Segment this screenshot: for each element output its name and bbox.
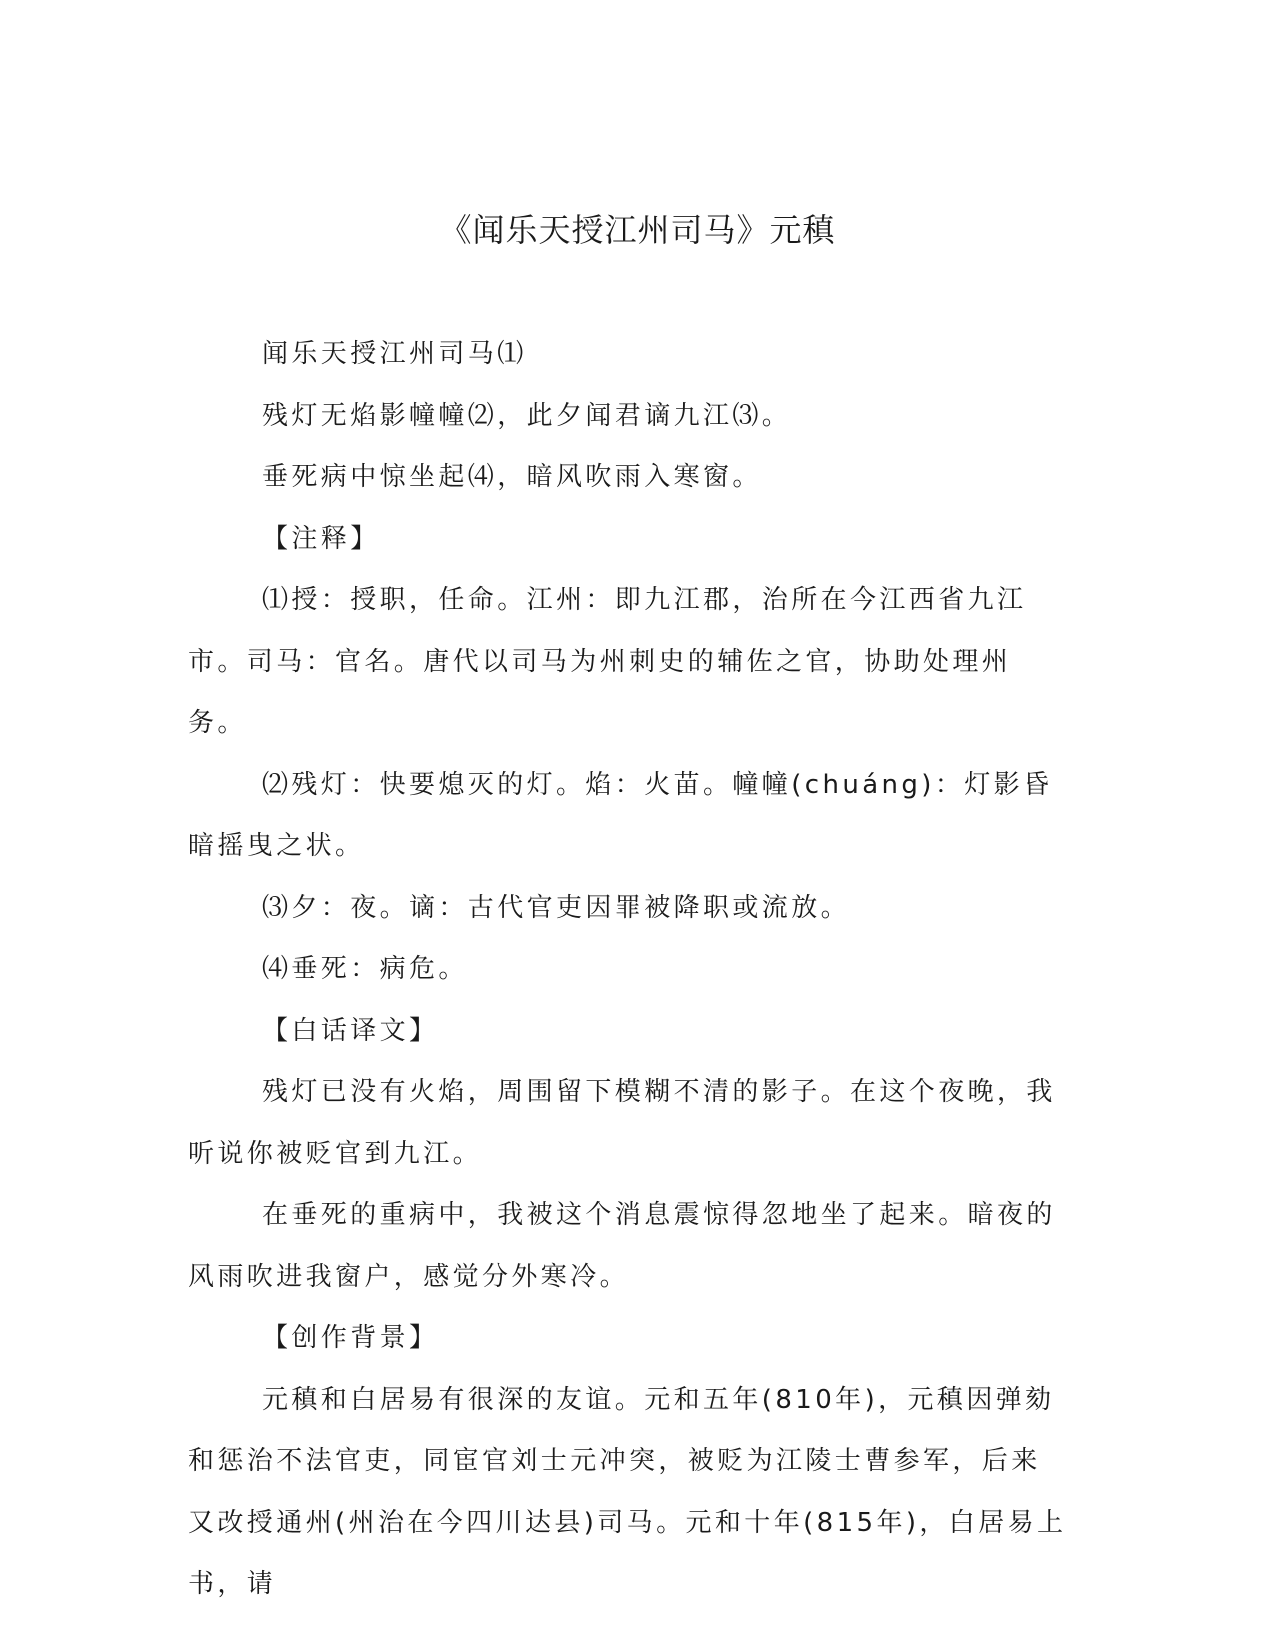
note-3: ⑶夕：夜。谪：古代官吏因罪被降职或流放。: [262, 892, 851, 923]
section-heading-translation: 【白话译文】: [262, 1015, 439, 1046]
translation-paragraph-2: 在垂死的重病中，我被这个消息震惊得忽地坐了起来。暗夜的风雨吹进我窗户，感觉分外寒冷。: [188, 1200, 1056, 1292]
note-2: ⑵残灯：快要熄灭的灯。焰：火苗。幢幢(chuáng)：灯影昏暗摇曳之状。: [188, 769, 1053, 861]
section-heading-background: 【创作背景】: [262, 1323, 439, 1353]
poem-title: 闻乐天授江州司马⑴: [262, 339, 527, 369]
poem-line-1: 残灯无焰影幢幢⑵，此夕闻君谪九江⑶。: [262, 400, 792, 431]
translation-paragraph-1: 残灯已没有火焰，周围留下模糊不清的影子。在这个夜晚，我听说你被贬官到九江。: [188, 1077, 1056, 1169]
document-body: [188, 324, 1068, 1616]
poem-line-2: 垂死病中惊坐起⑷，暗风吹雨入寒窗。: [262, 462, 762, 492]
document-title: 《闻乐天授江州司马》元稹: [439, 211, 836, 249]
note-4: ⑷垂死：病危。: [262, 954, 468, 984]
note-1: ⑴授：授职，任命。江州：即九江郡，治所在今江西省九江市。司马：官名。唐代以司马为州刺史的辅佐之官，协助处理州务。: [188, 585, 1027, 738]
background-paragraph-1: 元稹和白居易有很深的友谊。元和五年(810年)，元稹因弹劾和惩治不法官吏，同宦官刘士元冲突，被贬为江陵士曹参军，后来又改授通州(州治在今四川达县)司马。元和十年(815年)，白居易上书，请: [188, 1384, 1067, 1599]
section-heading-notes: 【注释】: [262, 523, 380, 554]
